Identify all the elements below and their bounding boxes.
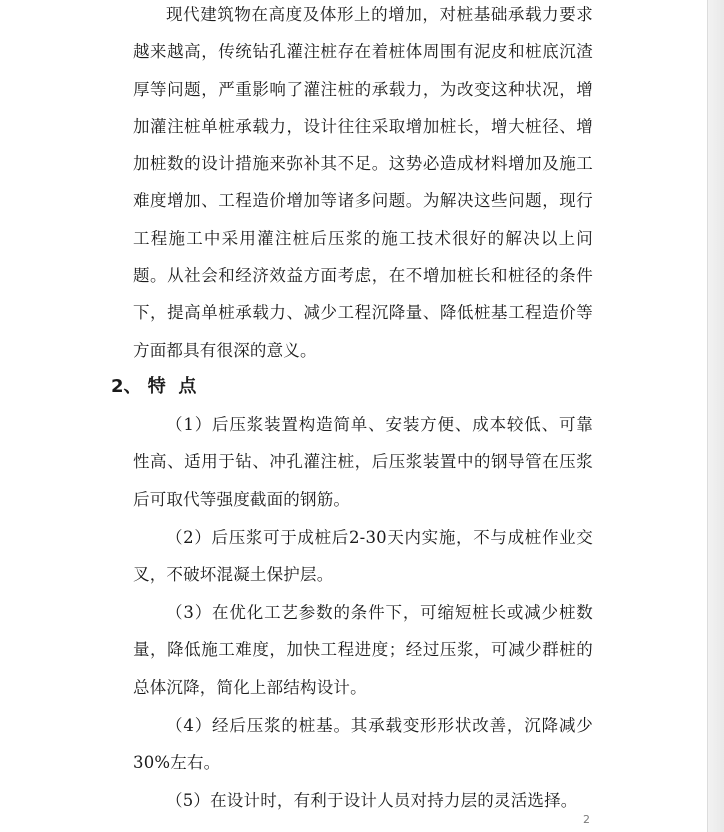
viewer-scroll-gutter[interactable] (707, 0, 724, 832)
feature-paragraph-1: （1）后压浆装置构造简单、安装方便、成本较低、可靠性高、适用于钻、冲孔灌注桩，后压浆装置中的钢导管在压浆后可取代等强度截面的钢筋。 (133, 415, 593, 509)
feature-paragraph-3: （3）在优化工艺参数的条件下，可缩短桩长或减少桩数量，降低施工难度，加快工程进度；经过压浆，可减少群桩的总体沉降，简化上部结构设计。 (133, 603, 593, 697)
feature-paragraph-4: （4）经后压浆的桩基。其承载变形形状改善，沉降减少30%左右。 (133, 716, 593, 773)
feature-paragraph-2: （2）后压浆可于成桩后2-30天内实施，不与成桩作业交叉，不破坏混凝土保护层。 (133, 528, 593, 585)
page-number: 2 (583, 813, 590, 826)
intro-paragraph: 现代建筑物在高度及体形上的增加，对桩基础承载力要求越来越高，传统钻孔灌注桩存在着桩体周围有泥皮和桩底沉渣厚等问题，严重影响了灌注桩的承载力，为改变这种状况，增加灌注桩单桩承载力，设计往往采取增加桩长，增大桩径、增加桩数的设计措施来弥补其不足。这势必造成材料增加及施工难度增加、工程造价增加等诸多问题。为解决这些问题，现行工程施工中采用灌注桩后压浆的施工技术很好的解决以上问题。从社会和经济效益方面考虑，在不增加桩长和桩径的条件下，提高单桩承载力、减少工程沉降量、降低桩基工程造价等方面都具有很深的意义。 (133, 5, 593, 360)
section-heading: 2、 特 点 (111, 376, 197, 397)
feature-paragraph-5: （5）在设计时，有利于设计人员对持力层的灵活选择。 (166, 791, 578, 810)
